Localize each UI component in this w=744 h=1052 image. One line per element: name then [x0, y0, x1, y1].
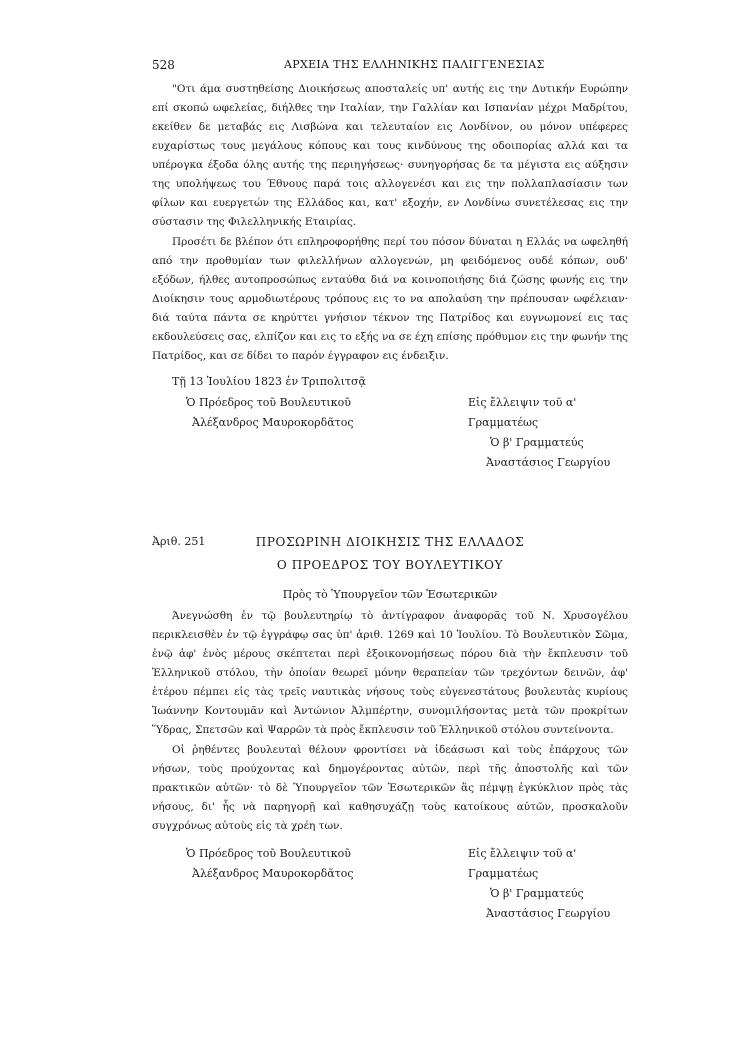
doc2-heading-1: ΠΡΟΣΩΡΙΝΗ ΔΙΟΙΚΗΣΙΣ ΤΗΣ ΕΛΛΑΔΟΣ	[255, 535, 525, 549]
doc1-dateline: Τῇ 13 Ἰουλίου 1823 ἐν Τριπολιτσᾷ	[172, 375, 366, 388]
page-header	[152, 58, 628, 80]
doc2-paragraph-1: Ἀνεγνώσθη ἐν τῷ βουλευτηρίῳ τὸ ἀντίγραφον ἀναφορᾶς τοῦ Ν. Χρυσογέλου περικλεισθὲν ἐν τῷ ἐγγράφῳ σας ὑπ' ἀριθ. 1269 καὶ 10 Ἰουλίου. Τὸ Βουλευτικὸν Σῶμα, ἐνῷ ἀφ' ἑνὸς μέρους σκέπτεται περὶ ἐξοικονομήσεως πόρου διὰ τὴν ἔκπλευσιν τοῦ Ἑλληνικοῦ στόλου, τὴν ὁποίαν θεωρεῖ μόνην θεραπείαν τῶν τρεχόντων δεινῶν, ἀφ' ἑτέρου πέμπει εἰς τὰς τρεῖς ναυτικὰς νήσους τοὺς εὐγενεστάτους βουλευτὰς κυρίους Ἰωάννην Κοντουμᾶν καὶ Ἀντώνιον Ἀλμπέρτην, συνομιλήσοντας μετὰ τῶν προκρίτων Ὕδρας, Σπετσῶν καὶ Ψαρρῶν τὰ πρὸς ἔκπλευσιν τοῦ Ἑλληνικοῦ στόλου συντείνοντα.	[152, 610, 628, 736]
doc1-signatures	[152, 393, 628, 473]
doc2-signatures	[152, 844, 628, 924]
running-title: ΑΡΧΕΙΑ ΤΗΣ ΕΛΛΗΝΙΚΗΣ ΠΑΛΙΓΓΕΝΕΣΙΑΣ	[284, 58, 545, 71]
doc1-signature-right	[468, 393, 628, 473]
secretary-note: Εἰς ἔλλειψιν τοῦ α' Γραμματέως	[468, 396, 577, 429]
secretary-name: Ἀναστάσιος Γεωργίου	[486, 456, 611, 469]
page-number: 528	[152, 58, 175, 72]
secretary-note: Εἰς ἔλλειψιν τοῦ α' Γραμματέως	[468, 847, 577, 880]
document-page	[152, 58, 628, 924]
president-name: Ἀλέξανδρος Μαυροκορδᾶτος	[192, 867, 354, 880]
document-2	[152, 531, 628, 924]
secretary-name: Ἀναστάσιος Γεωργίου	[486, 907, 611, 920]
president-title: Ὁ Πρόεδρος τοῦ Βουλευτικοῦ	[186, 847, 351, 860]
doc2-number: Ἀριθ. 251	[152, 535, 206, 548]
document-1	[152, 80, 628, 473]
secretary-title: Ὁ β' Γραμματεύς	[490, 887, 584, 900]
president-title: Ὁ Πρόεδρος τοῦ Βουλευτικοῦ	[186, 396, 351, 409]
doc1-signature-left	[152, 393, 354, 473]
doc2-signature-right	[468, 844, 628, 924]
secretary-title: Ὁ β' Γραμματεύς	[490, 436, 584, 449]
doc2-heading-2: Ο ΠΡΟΕΔΡΟΣ ΤΟΥ ΒΟΥΛΕΥΤΙΚΟΥ	[276, 558, 504, 572]
doc2-paragraph-2: Οἱ ῥηθέντες βουλευταὶ θέλουν φροντίσει νὰ ἰδεάσωσι καὶ τοὺς ἐπάρχους τῶν νήσων, τοὺς προύχοντας καὶ δημογέροντας αὐτῶν, περὶ τῆς ἀποστολῆς καὶ τῶν πρακτικῶν αὐτῶν· τὸ δὲ Ὑπουργεῖον τῶν Ἐσωτερικῶν ἂς πέμψῃ ἐγκύκλιον πρὸς τὰς νήσους, δι' ἧς νὰ παρηγορῇ καὶ καθησυχάζῃ τοὺς κατοίκους αὐτῶν, προσκαλοῦν συγχρόνως αὐτοὺς εἰς τὰ χρέη των.	[152, 744, 628, 832]
doc2-signature-left	[152, 844, 354, 924]
president-name: Ἀλέξανδρος Μαυροκορδᾶτος	[192, 416, 354, 429]
doc2-addressee: Πρὸς τὸ Ὑπουργεῖον τῶν Ἐσωτερικῶν	[282, 588, 498, 601]
doc1-paragraph-1: "Οτι άμα συστηθείσης Διοικήσεως αποσταλείς υπ' αυτής εις την Δυτικήν Ευρώπην επί σκοπώ ωφελείας, διήλθες την Ιταλίαν, την Γαλλίαν και Ισπανίαν μέχρι Μαδρίτου, εκείθεν δε μεταβάς εις Λισβώνα και τελευταίον εις Λονδίνον, ου μόνον υπέφερες ευχαρίστως τους μεγάλους κόπους και τους κινδύνους της οδοιπορίας αλλά και τα υπέρογκα έξοδα όλης αυτής της περιηγήσεως· συνηγορήσας δε τα μέγιστα εις αύξησιν της υπολήψεως του Έθνους παρά τοις αλλογενέσι και εις την πολλαπλασίασιν των φίλων και ευεργετών της Ελλάδος και, κατ' εξοχήν, εν Λονδίνω συνετέλεσας εις την σύστασιν της Φιλελληνικής Εταιρίας.	[152, 83, 628, 228]
doc1-paragraph-2: Προσέτι δε βλέπον ότι επληροφορήθης περί του πόσον δύναται η Ελλάς να ωφεληθή από την προθυμίαν των φιλελλήνων αλλογενών, μη φειδόμενος ουδέ κόπων, ουδ' εξόδων, ήλθες αυτοπροσώπως ενταύθα διά να κοινοποιήσης διά ζώσης φωνής εις την Διοίκησιν τους αρμοδιωτέρους τρόπους εις το να απολαύση την πρέπουσαν ωφέλειαν· διά ταύτα πάντα σε κηρύττει γνήσιον τέκνον της Πατρίδος και ευγνωμονεί εις τας εκδουλεύσεις σας, ελπίζον και εις το εξής να σε έχη επίσης πρόθυμον εις την φωνήν της Πατρίδος, και σε δίδει το παρόν έγγραφον εις ένδειξιν.	[152, 236, 628, 362]
